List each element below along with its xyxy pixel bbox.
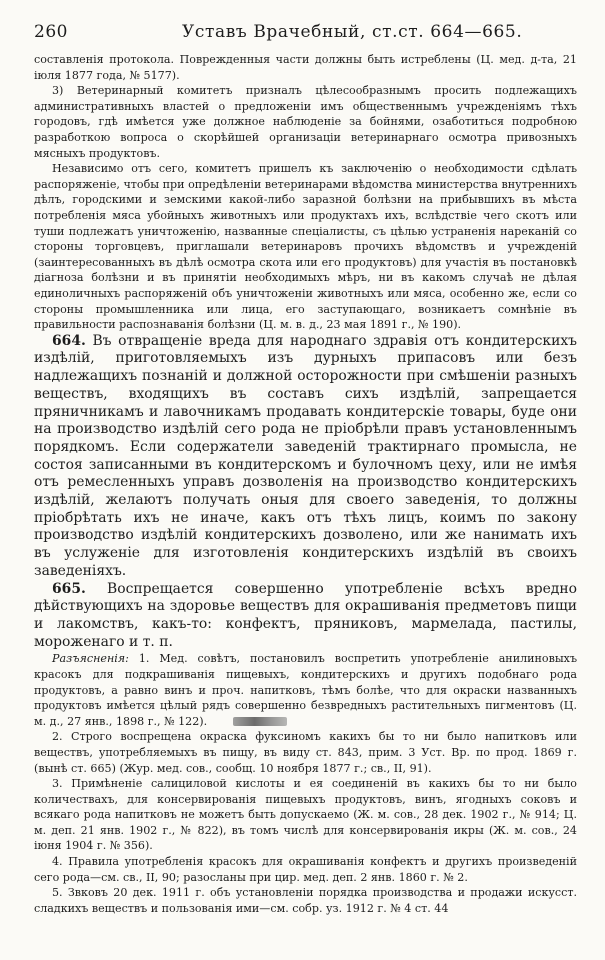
page-header: [34, 22, 577, 52]
page-number: 260: [34, 22, 68, 42]
article-664: [34, 333, 577, 581]
clarifications-label: Разъясненія:: [52, 652, 129, 666]
clarification-2: 2. Строго воспрещена окраска фуксиномъ какихъ бы то ни было напитковъ или веществъ, употребляемыхъ въ пищу, въ виду ст. 843, прим. 3 Уст. Вр. по прод. 1869 г. (вынѣ ст. 665) (Жур. мед. сов., сообщ. 10 ноября 1877 г.; св., II, 91).: [34, 730, 577, 775]
clarification-4: 4. Правила употребленія красокъ для окрашиванія конфектъ и другихъ произведеній сего рода—см. св., II, 90; разосланы при цир. мед. деп. 2 янв. 1860 г. № 2.: [34, 855, 577, 884]
clarification-1: [34, 651, 577, 729]
article-665-text: Воспрещается совершенно употребленіе всѣхъ вредно дѣйствующихъ на здоровье веществъ для окрашиванія предметовъ пищи и лакомствъ, какъ-то: конфектъ, пряниковъ, мармелада, пастилы, мороженаго и т. п.: [34, 580, 577, 650]
article-number-664: 664.: [52, 332, 86, 349]
clarification-5: 5. Звковъ 20 дек. 1911 г. объ установленіи порядка производства и продажи искусст. сладкихъ веществъ и пользованія ими—см. собр. уз. 1912 г. № 4 ст. 44: [34, 886, 577, 915]
article-664-text: Въ отвращеніе вреда для народнаго здравія отъ кондитерскихъ издѣлій, приготовляемыхъ изъ дурныхъ припасовъ или безъ надлежащихъ познаній и должной осторожности при смѣшеніи разныхъ веществъ, входящихъ въ составъ сихъ издѣлій, запрещается пряничникамъ и лавочникамъ продавать кондитерскіе товары, буде они на производство издѣлій сего рода не пріобрѣли правъ установленнымъ порядкомъ. Если содержатели заведеній трактирнаго промысла, не состоя записанными въ кондитерскомъ и булочномъ цеху, или не имѣя отъ ремесленныхъ управъ дозволенія на производство кондитерскихъ издѣлій, желаютъ получать оныя для своего заведенія, то должны пріобрѣтать ихъ не иначе, какъ отъ тѣхъ лицъ, коимъ по закону производство издѣлій кондитерскихъ дозволено, или же нанимать ихъ въ услуженіе для изготовленія кондитерскихъ издѣлій въ своихъ заведеніяхъ.: [34, 332, 577, 579]
clarification-1-text: 1. Мед. совѣтъ, постановилъ воспретить употребленіе анилиновыхъ красокъ для подкрашиванія пищевыхъ, кондитерскихъ и другихъ подобнаго рода продуктовъ, а равно винъ и проч. напитковъ, тѣмъ болѣе, что для окраски названныхъ продуктовъ имѣется цѣлый рядъ совершенно безвредныхъ растительныхъ пигментовъ (Ц. м. д., 27 янв., 1898 г., № 122).: [34, 652, 577, 728]
article-665: [34, 581, 577, 652]
running-title: Уставъ Врачебный, ст.ст. 664—665.: [182, 22, 523, 42]
paragraph-committee-3: 3) Ветеринарный комитетъ призналъ цѣлесообразнымъ просить подлежащихъ административныхъ властей о предложеніи имъ общественнымъ учрежденіямъ тѣхъ городовъ, гдѣ имѣется уже должное наблюденіе за бойнями, озаботиться подробною разработкою вопроса о скорѣйшей организаціи ветеринарнаго осмотра привозныхъ мясныхъ продуктовъ.: [34, 84, 577, 160]
paragraph-committee-conclusion: Независимо отъ сего, комитетъ пришелъ къ заключенію о необходимости сдѣлать распоряженіе, чтобы при опредѣленіи ветеринарами вѣдомства министерства внутреннихъ дѣлъ, городскими и земскими какой-либо заразной болѣзни на прибывшихъ въ мѣста потребленія мяса убойныхъ животныхъ или продуктахъ ихъ, вслѣдствіе чего скотъ или туши подлежатъ уничтоженію, названные спеціалисты, съ цѣлью устраненія нареканій со стороны торговцевъ, приглашали ветеринаровъ прочихъ вѣдомствъ и учрежденій (заинтересованныхъ въ дѣлѣ осмотра скота или его продуктовъ) для участія въ постановкѣ діагноза болѣзни и въ принятіи необходимыхъ мѣръ, ни въ какомъ случаѣ не дѣлая единоличныхъ распоряженій объ уничтоженіи животныхъ или мяса, особенно же, если со стороны промышленника или лица, его заступающаго, возникаетъ сомнѣніе въ правильности распознаванія болѣзни (Ц. м. в. д., 23 мая 1891 г., № 190).: [34, 162, 577, 332]
article-number-665: 665.: [52, 580, 86, 597]
paragraph-continuation: составленія протокола. Поврежденныя части должны быть истреблены (Ц. мед. д-та, 21 іюля 1877 года, № 5177).: [34, 53, 577, 82]
clarification-3: 3. Примѣненіе салициловой кислоты и ея соединеній въ какихъ бы то ни было количествахъ, для консервированія пищевыхъ продуктовъ, винъ, ягодныхъ соковъ и всякаго рода напитковъ не можетъ быть допускаемо (Ж. м. сов., 28 дек. 1902 г., № 914; Ц. м. деп. 21 янв. 1902 г., № 822), въ томъ числѣ для консервированія икры (Ж. м. сов., 24 іюня 1904 г. № 356).: [34, 777, 577, 853]
ink-smudge-mark: [233, 717, 287, 726]
